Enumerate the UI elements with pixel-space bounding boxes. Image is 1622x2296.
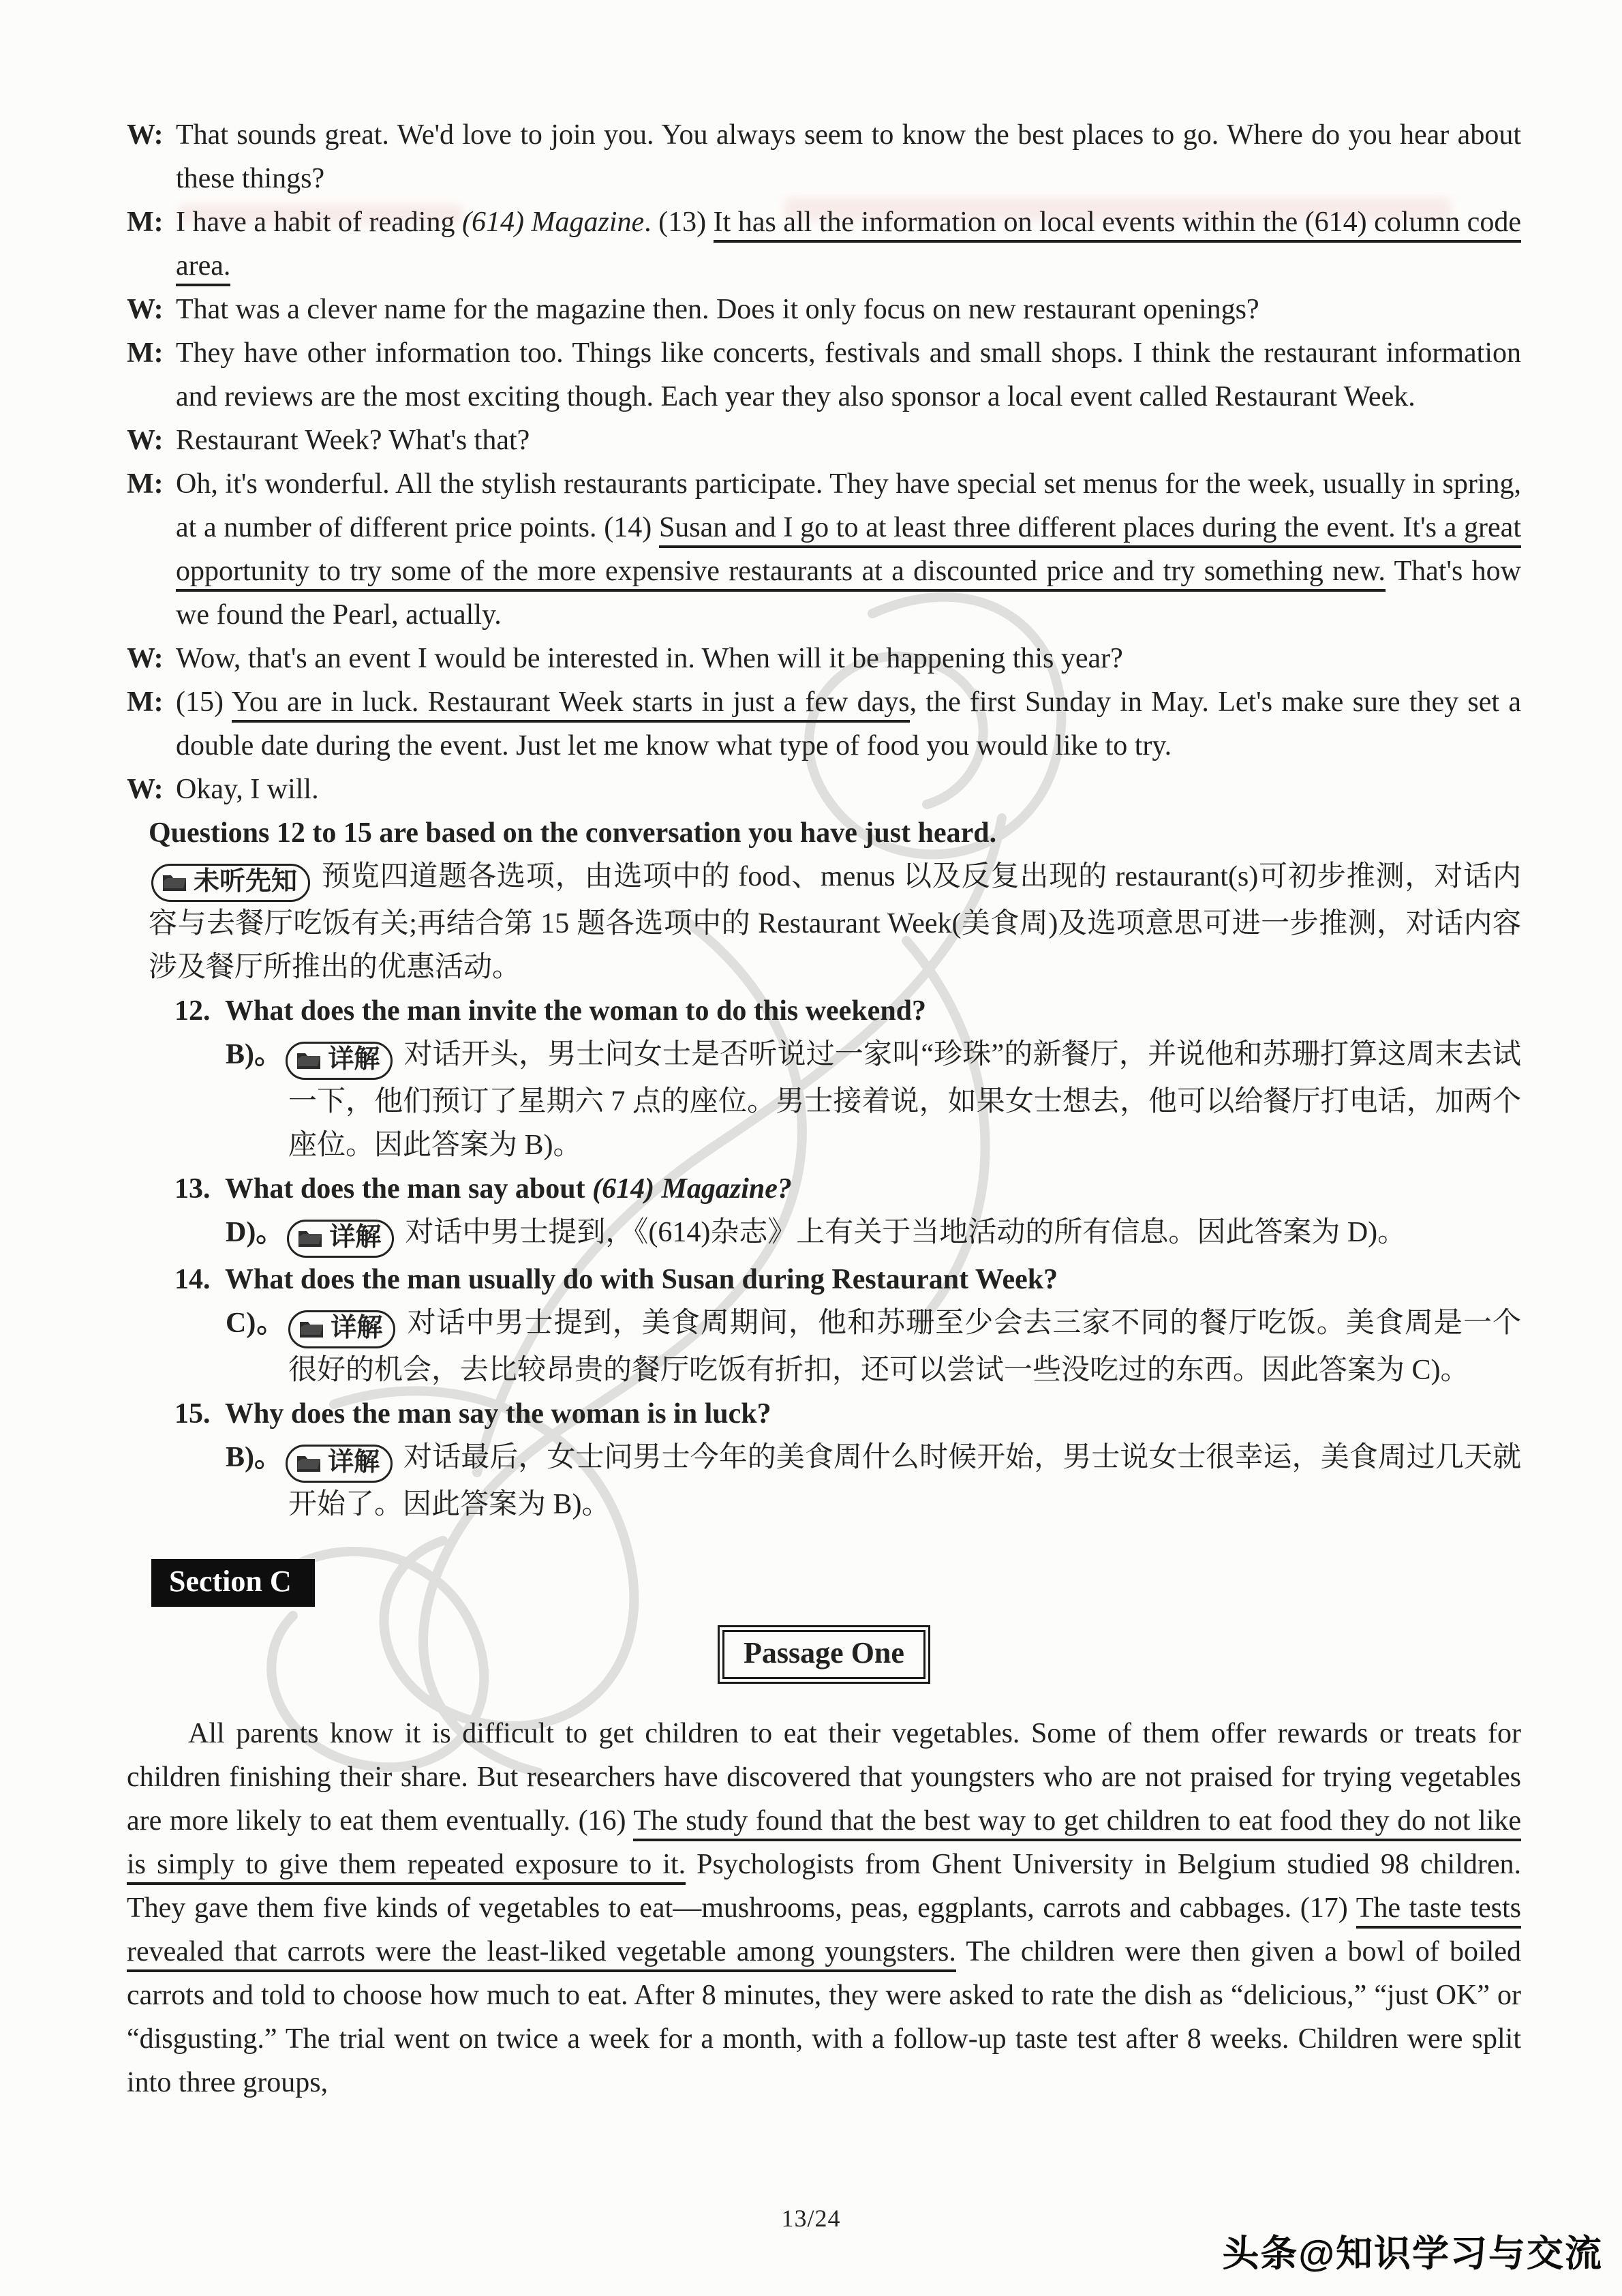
- dialogue-text-italic: (614) Magazine: [461, 207, 645, 238]
- question-number: 14.: [174, 1264, 211, 1295]
- answer-12: [149, 1033, 1521, 1167]
- dialogue-transcript: [127, 113, 1521, 811]
- speaker-label: M:: [127, 468, 164, 500]
- answer-explanation: 对话开头，男士问女士是否听说过一家叫“珍珠”的新餐厅，并说他和苏珊打算这周末去试一下，他们预订了星期六 7 点的座位。男士接着说，如果女士想去，他可以给餐厅打电话，加两个座位。因此答案为 B)。: [288, 1039, 1521, 1161]
- detail-badge: [286, 1445, 393, 1483]
- answer-letter: C)。: [226, 1308, 286, 1339]
- passage-text: The children were then given a bowl of boiled carrots and told to choose how much to eat. After 8 minutes, they were asked to rate the dish as “delicious,” “just OK” or “disgusting.” The trial went on twice a week for a month, with a follow-up taste test after 8 weeks. Children were split into three groups,: [127, 1936, 1521, 2098]
- answer-14: [149, 1301, 1521, 1392]
- answer-explanation: 对话中男士提到，《(614)杂志》上有关于当地活动的所有信息。因此答案为 D)。: [405, 1217, 1407, 1248]
- detail-badge: [288, 1310, 395, 1348]
- dialogue-line: [127, 462, 1521, 637]
- answer-explanation: 对话最后，女士问男士今年的美食周什么时候开始，男士说女士很幸运，美食周过几天就开始了。因此答案为 B)。: [288, 1442, 1521, 1520]
- speaker-label: M:: [127, 207, 164, 238]
- dialogue-line: [127, 768, 1521, 811]
- question-12: [149, 989, 1521, 1033]
- question-text: What does the man usually do with Susan during Restaurant Week?: [225, 1264, 1058, 1295]
- questions-heading: Questions 12 to 15 are based on the conversation you have just heard.: [149, 817, 997, 849]
- answer-letter: B)。: [226, 1442, 284, 1473]
- answer-letter: D)。: [226, 1217, 285, 1248]
- detail-badge-label: 详解: [328, 1448, 380, 1477]
- dialogue-text: (15): [176, 686, 232, 718]
- dialogue-line: [127, 200, 1521, 288]
- passage-text-underlined: The taste tests revealed that carrots were the least-liked vegetable among youngsters.: [127, 1892, 1521, 1972]
- dialogue-line: [127, 637, 1521, 680]
- listening-questions-block: [149, 811, 1521, 1526]
- dialogue-text: That's how we found the Pearl, actually.: [176, 556, 1522, 631]
- dialogue-text: Wow, that's an event I would be interested in. When will it be happening this year?: [176, 643, 1123, 674]
- question-number: 12.: [174, 995, 211, 1027]
- question-13: [149, 1167, 1521, 1211]
- dialogue-text: . (13): [644, 207, 714, 238]
- passage-one-header-row: [127, 1630, 1521, 1679]
- page-number: 13/24: [781, 2205, 841, 2232]
- question-14: [149, 1258, 1521, 1301]
- prelisten-paragraph: [149, 855, 1521, 989]
- folder-icon: [296, 1453, 322, 1473]
- dialogue-text: , the first Sunday in May. Let's make sure they set a double date during the event. Just let me know what type of food you would like to try.: [176, 686, 1521, 761]
- folder-icon: [296, 1050, 322, 1070]
- question-text: What does the man say about: [225, 1173, 593, 1205]
- passage-one-label: Passage One: [744, 1636, 904, 1670]
- detail-badge-label: 详解: [329, 1223, 382, 1252]
- speaker-label: W:: [127, 425, 164, 456]
- dialogue-text: Okay, I will.: [176, 774, 319, 805]
- prelisten-badge-label: 未听先知: [194, 867, 298, 896]
- speaker-label: M:: [127, 337, 164, 369]
- speaker-label: W:: [127, 643, 164, 674]
- section-c-header: [151, 1559, 315, 1607]
- document-content: [127, 113, 1521, 2104]
- detail-badge-label: 详解: [331, 1314, 383, 1342]
- answer-13: [149, 1211, 1521, 1258]
- prelisten-text: 预览四道题各选项，由选项中的 food、menus 以及反复出现的 restaurant(s)可初步推测，对话内容与去餐厅吃饭有关;再结合第 15 题各选项中的 Restaurant Week(美食周)及选项意思可进一步推测，对话内容涉及餐厅所推出的优惠活动。: [149, 861, 1521, 983]
- prelisten-badge: [151, 864, 310, 902]
- section-c-label: Section C: [169, 1565, 292, 1598]
- question-15: [149, 1392, 1521, 1436]
- dialogue-text: Oh, it's wonderful. All the stylish restaurants participate. They have special set menus for the week, usually in spring, at a number of different price points. (14): [176, 468, 1521, 543]
- answer-15: [149, 1436, 1521, 1526]
- question-number: 15.: [174, 1398, 211, 1430]
- folder-icon: [299, 1318, 324, 1339]
- dialogue-text: That sounds great. We'd love to join you. You always seem to know the best places to go. Where do you hear about these things?: [176, 119, 1521, 194]
- passage-text: Psychologists from Ghent University in Belgium studied 98 children. They gave them five kinds of vegetables to eat—mushrooms, peas, eggplants, carrots and cabbages. (17): [127, 1849, 1521, 1924]
- dialogue-text: I have a habit of reading: [176, 207, 462, 238]
- speaker-label: W:: [127, 294, 164, 325]
- passage-one-header: [722, 1630, 925, 1679]
- passage-text-underlined: The study found that the best way to get children to eat food they do not like is simply to give them repeated exposure to it.: [127, 1805, 1521, 1885]
- answer-letter: B)。: [226, 1039, 284, 1070]
- detail-badge: [286, 1042, 393, 1080]
- question-text-italic: (614) Magazine?: [592, 1173, 792, 1205]
- speaker-label: W:: [127, 774, 164, 805]
- folder-icon: [162, 872, 187, 892]
- dialogue-text: Restaurant Week? What's that?: [176, 425, 530, 456]
- dialogue-text-underlined: It has all the information on local events within the (614) column code area.: [176, 207, 1521, 286]
- credit-watermark: 头条@知识学习与交流: [1222, 2233, 1603, 2274]
- speaker-label: M:: [127, 686, 164, 718]
- dialogue-line: [127, 331, 1521, 419]
- dialogue-line: [127, 288, 1521, 331]
- folder-icon: [297, 1228, 323, 1248]
- dialogue-text: That was a clever name for the magazine then. Does it only focus on new restaurant openings?: [176, 294, 1259, 325]
- detail-badge: [287, 1220, 394, 1258]
- question-text: What does the man invite the woman to do this weekend?: [225, 995, 927, 1027]
- question-text: Why does the man say the woman is in luck?: [225, 1398, 771, 1430]
- speaker-label: W:: [127, 119, 164, 151]
- dialogue-text: They have other information too. Things like concerts, festivals and small shops. I think the restaurant information and reviews are the most exciting though. Each year they also sponsor a local event called Restaurant Week.: [176, 337, 1521, 412]
- dialogue-line: [127, 680, 1521, 768]
- dialogue-line: [127, 113, 1521, 200]
- dialogue-line: [127, 419, 1521, 462]
- dialogue-text-underlined: Susan and I go to at least three different places during the event. It's a great opportunity to try some of the more expensive restaurants at a discounted price and try something new.: [176, 512, 1521, 592]
- passage-one-text: [127, 1712, 1521, 2104]
- detail-badge-label: 详解: [328, 1045, 380, 1074]
- passage-text: All parents know it is difficult to get children to eat their vegetables. Some of them offer rewards or treats for children finishing their share. But researchers have discovered that youngsters who are not praised for trying vegetables are more likely to eat them eventually. (16): [127, 1718, 1521, 1837]
- answer-explanation: 对话中男士提到，美食周期间，他和苏珊至少会去三家不同的餐厅吃饭。美食周是一个很好的机会，去比较昂贵的餐厅吃饭有折扣，还可以尝试一些没吃过的东西。因此答案为 C)。: [288, 1308, 1521, 1386]
- question-number: 13.: [174, 1173, 211, 1205]
- dialogue-text-underlined: You are in luck. Restaurant Week starts in just a few days: [232, 686, 910, 723]
